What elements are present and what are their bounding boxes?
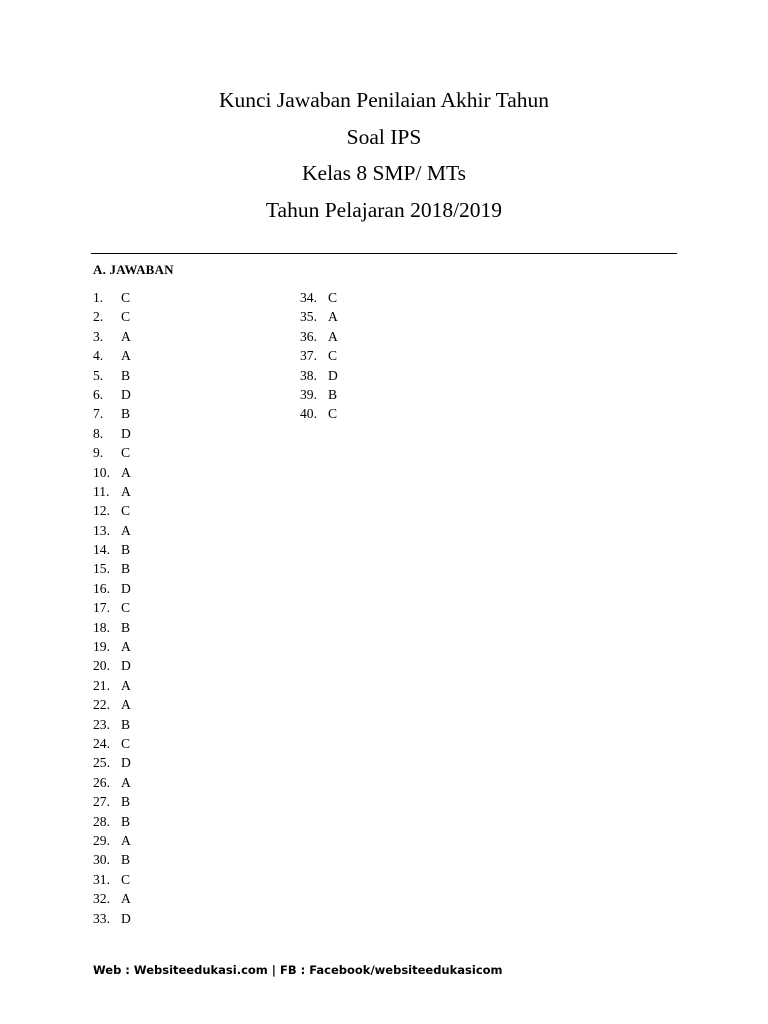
answer-item bbox=[93, 559, 131, 578]
answer-letter: C bbox=[121, 600, 131, 616]
answer-letter: D bbox=[121, 386, 131, 402]
answer-item bbox=[93, 831, 131, 850]
answer-letter: B bbox=[121, 852, 131, 868]
answer-letter: C bbox=[121, 445, 131, 461]
answer-item bbox=[93, 404, 131, 423]
answer-letter: D bbox=[121, 658, 131, 674]
answer-letter: A bbox=[121, 774, 131, 790]
answer-item bbox=[93, 656, 131, 675]
answer-item bbox=[300, 307, 338, 326]
answer-letter: C bbox=[121, 309, 131, 325]
answer-item bbox=[93, 307, 131, 326]
answer-number: 18. bbox=[93, 619, 110, 635]
answer-letter: C bbox=[328, 348, 338, 364]
answer-number: 37. bbox=[300, 348, 317, 364]
answer-number: 38. bbox=[300, 367, 317, 383]
answer-number: 21. bbox=[93, 677, 110, 693]
answer-number: 12. bbox=[93, 503, 110, 519]
answer-letter: C bbox=[121, 871, 131, 887]
answer-number: 2. bbox=[93, 309, 104, 325]
answer-number: 3. bbox=[93, 328, 104, 344]
answer-letter: A bbox=[121, 639, 131, 655]
answer-letter: B bbox=[121, 561, 131, 577]
answer-item bbox=[300, 327, 338, 346]
answer-letter: D bbox=[121, 755, 131, 771]
answer-letter: C bbox=[328, 290, 338, 305]
answer-letter: A bbox=[121, 348, 131, 364]
title-line-4: Tahun Pelajaran 2018/2019 bbox=[265, 197, 503, 222]
answer-letter: B bbox=[121, 813, 131, 829]
answer-letter: A bbox=[121, 677, 131, 693]
answer-item bbox=[93, 870, 131, 889]
answer-item bbox=[93, 424, 131, 443]
title-line-3: Kelas 8 SMP/ MTs bbox=[302, 161, 466, 185]
answer-item bbox=[300, 385, 338, 404]
answer-number: 25. bbox=[93, 755, 110, 771]
answer-letter: B bbox=[121, 794, 131, 810]
answer-number: 22. bbox=[93, 697, 110, 713]
answer-number: 7. bbox=[93, 406, 104, 422]
answer-item bbox=[93, 385, 131, 404]
section-heading: A. JAWABAN bbox=[93, 262, 174, 277]
answer-number: 9. bbox=[93, 445, 104, 461]
answer-number: 32. bbox=[93, 891, 110, 907]
answer-number: 14. bbox=[93, 542, 110, 558]
answer-letter: A bbox=[121, 522, 131, 538]
answer-number: 35. bbox=[300, 309, 317, 325]
answer-number: 33. bbox=[93, 910, 110, 926]
answer-item bbox=[93, 598, 131, 617]
answer-letter: A bbox=[121, 697, 131, 713]
answer-item bbox=[300, 288, 338, 307]
answer-number: 30. bbox=[93, 852, 110, 868]
answer-number: 34. bbox=[300, 290, 317, 305]
answer-item bbox=[93, 792, 131, 811]
answer-number: 6. bbox=[93, 386, 104, 402]
answer-item bbox=[93, 909, 131, 928]
answer-number: 10. bbox=[93, 464, 110, 480]
answer-number: 5. bbox=[93, 367, 104, 383]
answer-letter: D bbox=[121, 910, 131, 926]
answer-number: 29. bbox=[93, 832, 110, 848]
answer-letter: A bbox=[328, 328, 338, 344]
answer-number: 11. bbox=[93, 483, 110, 499]
answer-item bbox=[93, 579, 131, 598]
answer-letter: C bbox=[328, 406, 338, 422]
answer-letter: A bbox=[121, 464, 131, 480]
answer-letter: D bbox=[328, 367, 338, 383]
answer-item bbox=[93, 288, 131, 307]
answer-number: 24. bbox=[93, 735, 110, 751]
answer-item bbox=[93, 482, 131, 501]
answer-column-2 bbox=[300, 288, 338, 424]
title-line-1: Kunci Jawaban Penilaian Akhir Tahun bbox=[218, 88, 550, 112]
answer-item bbox=[300, 366, 338, 385]
answer-item bbox=[93, 695, 131, 714]
answer-number: 17. bbox=[93, 600, 110, 616]
answer-item bbox=[93, 734, 131, 753]
answer-number: 28. bbox=[93, 813, 110, 829]
answer-item bbox=[93, 812, 131, 831]
answer-number: 19. bbox=[93, 639, 110, 655]
document-title bbox=[0, 82, 768, 228]
answer-letter: C bbox=[121, 290, 131, 305]
answer-letter: D bbox=[121, 580, 131, 596]
answer-item bbox=[93, 618, 131, 637]
answer-letter: B bbox=[121, 406, 131, 422]
answer-number: 20. bbox=[93, 658, 110, 674]
answer-item bbox=[93, 346, 131, 365]
answer-item bbox=[93, 676, 131, 695]
answer-item bbox=[93, 366, 131, 385]
answer-item bbox=[93, 327, 131, 346]
answer-number: 8. bbox=[93, 425, 104, 441]
answer-item bbox=[93, 773, 131, 792]
answer-item bbox=[93, 715, 131, 734]
answer-letter: A bbox=[328, 309, 338, 325]
answer-number: 13. bbox=[93, 522, 110, 538]
answer-number: 15. bbox=[93, 561, 110, 577]
answer-letter: B bbox=[121, 716, 131, 732]
answer-number: 4. bbox=[93, 348, 104, 364]
answer-number: 39. bbox=[300, 386, 317, 402]
answer-number: 16. bbox=[93, 580, 110, 596]
answer-item bbox=[300, 404, 338, 423]
answer-number: 26. bbox=[93, 774, 110, 790]
answer-letter: B bbox=[121, 619, 131, 635]
answer-item bbox=[93, 850, 131, 869]
answer-number: 40. bbox=[300, 406, 317, 422]
answer-letter: A bbox=[121, 891, 131, 907]
answer-letter: C bbox=[121, 503, 131, 519]
answer-item bbox=[93, 540, 131, 559]
answer-letter: B bbox=[328, 386, 338, 402]
answer-letter: B bbox=[121, 542, 131, 558]
answer-letter: A bbox=[121, 832, 131, 848]
answer-item bbox=[300, 346, 338, 365]
answer-letter: B bbox=[121, 367, 131, 383]
answer-item bbox=[93, 501, 131, 520]
answer-item bbox=[93, 521, 131, 540]
answer-item bbox=[93, 443, 131, 462]
answer-item bbox=[93, 889, 131, 908]
answer-number: 31. bbox=[93, 871, 110, 887]
answer-item bbox=[93, 753, 131, 772]
answer-letter: D bbox=[121, 425, 131, 441]
answer-letter: A bbox=[121, 328, 131, 344]
answer-column-1 bbox=[93, 288, 131, 928]
answer-letter: C bbox=[121, 735, 131, 751]
answer-letter: A bbox=[121, 483, 131, 499]
title-line-2: Soal IPS bbox=[346, 124, 422, 149]
answer-number: 1. bbox=[93, 290, 104, 305]
answer-number: 36. bbox=[300, 328, 317, 344]
answer-item bbox=[93, 463, 131, 482]
answer-number: 27. bbox=[93, 794, 110, 810]
answer-number: 23. bbox=[93, 716, 110, 732]
footer: Web : Websiteedukasi.com | FB : Facebook/websiteedukasicom bbox=[93, 963, 503, 977]
header-divider bbox=[91, 253, 677, 254]
answer-item bbox=[93, 637, 131, 656]
